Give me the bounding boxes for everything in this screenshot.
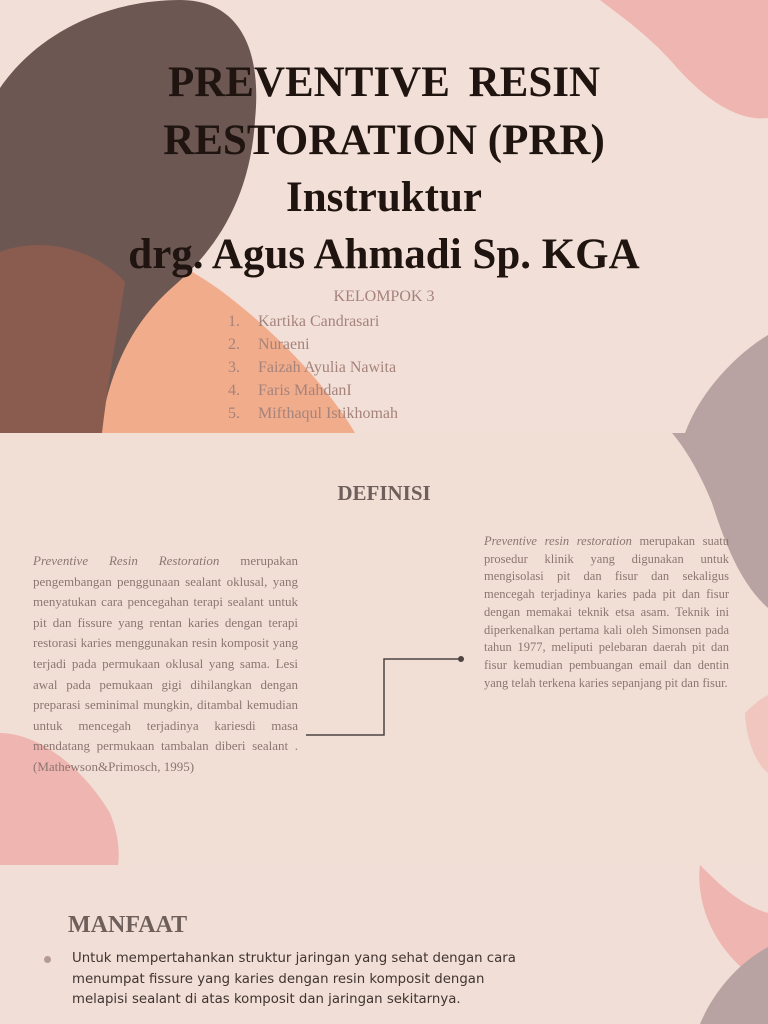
section-title: MANFAAT (68, 912, 188, 938)
italic-term: Preventive resin restoration (484, 534, 632, 548)
member-name: Faris MahdanI (258, 382, 352, 399)
bullet-icon (44, 956, 51, 963)
section-title: DEFINISI (337, 481, 431, 505)
title-line-1: PREVENTIVE RESIN (167, 59, 601, 106)
benefit-slide (0, 865, 768, 1024)
list-item (228, 402, 398, 425)
paragraph-text: merupakan pengembangan penggunaan sealant oklusal, yang menyatukan cara pencegahan terapi sealant untuk pit dan fissure yang rentan karies dengan terapi restorasi karies menggunakan resin komposit yang terjadi pada permukaan oklusal yang sama. Lesi awal pada pemukaan gigi dihilangkan dengan preparasi seminimal mungkin, ditambal kemudian untuk mencegah terjadinya kariesdi masa mendatang permukaan tambalan diberi sealant . (Mathewson&Primosch, 1995) (33, 553, 298, 774)
list-item (44, 949, 544, 1011)
list-number: 2. (228, 336, 240, 353)
italic-term: Preventive Resin Restoration (33, 553, 220, 568)
definition-slide (0, 433, 768, 865)
list-item (228, 379, 398, 402)
member-name: Kartika Candrasari (258, 313, 380, 330)
member-name: Nuraeni (258, 336, 310, 353)
paragraph-text: merupakan suatu prosedur klinik yang digunakan untuk mengisolasi pit dan fisur dan sekaligus mencegah terjadinya karies pada pit dan fisur dengan memakai teknik etsa asam. Teknik ini diperkenalkan pertama kali oleh Simonsen pada tahun 1977, meliputi pelebaran daerah pit dan fisur kemudian pembuangan email dan dentin yang telah terkena karies sepanjang pit dan fisur. (484, 534, 729, 690)
list-item (228, 356, 398, 379)
group-title: KELOMPOK 3 (333, 288, 435, 305)
title-line-2: RESTORATION (PRR) (163, 117, 605, 164)
title-slide (0, 0, 768, 433)
list-item (228, 333, 398, 356)
member-name: Faizah Ayulia Nawita (258, 359, 397, 376)
definition-right-paragraph (484, 533, 729, 692)
member-list (228, 310, 398, 425)
list-number: 4. (228, 382, 240, 399)
list-number: 3. (228, 359, 240, 376)
list-number: 5. (228, 405, 240, 422)
instructor-name: drg. Agus Ahmadi Sp. KGA (128, 231, 640, 278)
member-name: Mifthaqul Istikhomah (258, 405, 398, 422)
list-item (228, 310, 398, 333)
mauve-blob (685, 335, 768, 433)
instructor-label: Instruktur (286, 174, 482, 221)
bullet-text: Untuk mempertahankan struktur jaringan yang sehat dengan cara menumpat fissure yang karies dengan resin komposit dengan melapisi sealant di atas komposit dan jaringan sekitarnya. (72, 951, 516, 1007)
list-number: 1. (228, 313, 240, 330)
